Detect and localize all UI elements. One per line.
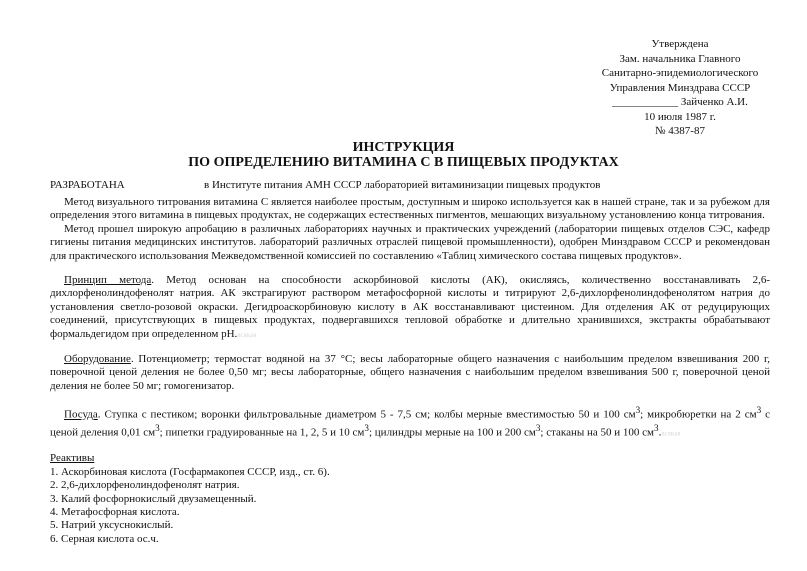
list-item: 4. Метафосфорная кислота. xyxy=(50,506,180,519)
equipment-text: . Потенциометр; термостат водяной на 37 °С; весы лабораторные общего назначения с наибольшим пределом взвешивания 200 г, поверочной ценой деления не более 0,50 мг; весы лабораторные, общего назначения с наибольшим пределом взвешивания 500 г, поверочной ценой деления не более 50 мг; гомогенизатор. xyxy=(50,353,770,392)
developed-by xyxy=(50,179,770,192)
list-item: 1. Аскорбиновая кислота (Госфармакопея СССР, изд., ст. 6). xyxy=(50,465,330,478)
developed-organization: в Институте питания АМН СССР лабораторией витаминизации пищевых продуктов xyxy=(204,179,601,191)
approval-line: Управления Минздрава СССР xyxy=(609,81,751,94)
paragraph-intro: Метод визуального титрования витамина С является наиболее простым, доступным и широко используется как в нашей стране, так и за рубежом для определения этого витамина в пищевых продуктах, не содержащих естественных пигментов, мешающих визуальному установлению конца титрования. xyxy=(50,196,770,222)
title-line-1: ИНСТРУКЦИЯ xyxy=(352,140,455,155)
glassware-text: ; микробюретки на 2 см xyxy=(640,408,757,421)
approval-line: Санитарно-эпидемиологического xyxy=(601,67,759,79)
approval-line: Утверждена xyxy=(651,38,709,50)
glassware-heading: Посуда xyxy=(64,408,98,421)
reagents-section xyxy=(50,452,770,546)
superscript: 3 xyxy=(535,423,541,434)
equipment-heading: Оборудование xyxy=(64,353,131,366)
reagents-heading: Реактивы xyxy=(50,452,95,465)
superscript: 3 xyxy=(756,405,762,416)
glassware-text: ; пипетки градуированные на 1, 2, 5 и 10 см xyxy=(159,427,365,439)
glassware-text: ; стаканы на 50 и 100 см xyxy=(540,427,655,439)
paragraph-equipment xyxy=(50,353,770,393)
approval-block xyxy=(560,37,800,139)
glassware-text: с ценой деления 0,01 см xyxy=(50,408,770,439)
glassware-text: . Ступка с пестиком; воронки фильтровальные диаметром 5 - 7,5 см; колбы мерные вместимостью 50 и 100 см xyxy=(97,408,636,421)
document-body xyxy=(50,196,770,546)
list-item: 5. Натрий уксуснокислый. xyxy=(50,519,174,532)
glassware-text: ; цилиндры мерные на 100 и 200 см xyxy=(368,427,536,439)
superscript: 3 xyxy=(155,423,160,434)
developed-label: РАЗРАБОТАНА xyxy=(50,179,125,191)
document-title xyxy=(0,140,807,170)
superscript: 3 xyxy=(364,423,369,434)
list-item: 3. Калий фосфорнокислый двузамещенный. xyxy=(50,492,257,505)
principle-heading: Принцип метода xyxy=(64,274,152,287)
list-item: 2. 2,6-дихлорфенолиндофенолят натрия. xyxy=(50,479,240,492)
principle-text: . Метод основан на способности аскорбиновой кислоты (АК), окисляясь, количественно восстанавливать 2,6-дихлорфенолиндофенолят натрия. АК экстрагируют раствором метафосфорной кислоты и титрируют 2,6-дихлорфенолиндофенолятом натрия до установления светло-розовой окраски. Дегидроаскорбиновую кислоту в АК восстанавливают цистеином. Для отделения АК от редуцирующих соединений, присутствующих в пищевых продуктах, подвергавшихся тепловой обработке и длительно хранившихся, экстракты обрабатывают формальдегидом при определенном pH. xyxy=(50,274,770,340)
paragraph-approbation: Метод прошел широкую апробацию в различных лабораториях научных и практических учреждений (лаборатории пищевых отделов СЭС, кафедр гигиены питания медицинских институтов. лабораторий различных отраслей пищевой промышленности), одобрен Минздравом СССР и рекомендован для практического использования Межведомственной комиссией по составлению «Таблиц химического состава пищевых продуктов». xyxy=(50,222,770,262)
title-line-2: ПО ОПРЕДЕЛЕНИЮ ВИТАМИНА С В ПИЩЕВЫХ ПРОДУКТАХ xyxy=(188,155,619,170)
list-item: 6. Серная кислота ос.ч. xyxy=(50,532,159,545)
paragraph-principle xyxy=(50,274,770,342)
paragraph-glassware xyxy=(50,404,770,441)
faint-mark: всякая xyxy=(661,430,681,438)
approval-number: № 4387-87 xyxy=(655,125,705,137)
approval-signature: ____________ Зайченко А.И. xyxy=(612,96,748,108)
superscript: 3 xyxy=(654,423,659,434)
glassware-text: . xyxy=(658,427,662,439)
faint-mark: всякая xyxy=(237,330,257,339)
approval-date: 10 июля 1987 г. xyxy=(644,110,716,123)
approval-line: Зам. начальника Главного xyxy=(619,52,741,65)
superscript: 3 xyxy=(635,405,641,416)
